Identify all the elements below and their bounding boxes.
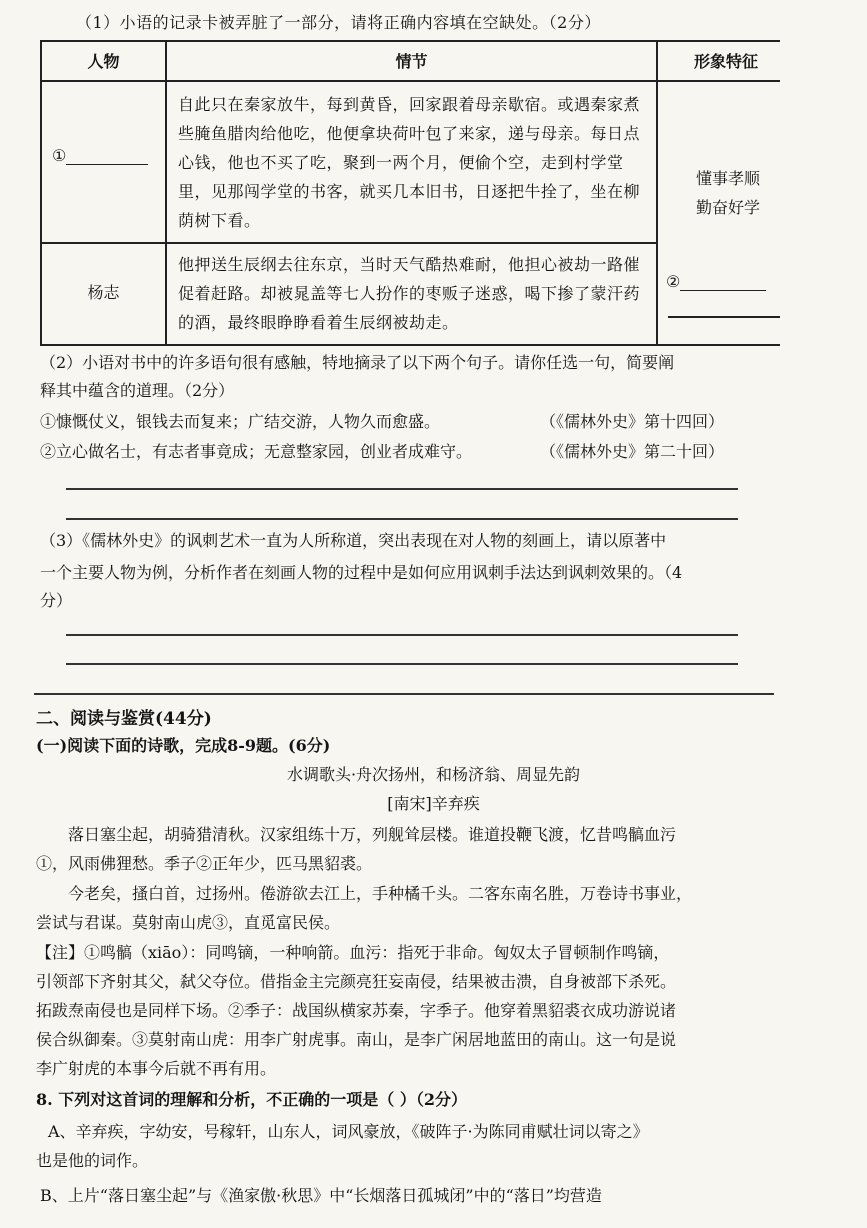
- q2-sentence2: ②立心做名士，有志者事竟成；无意整家园，创业者成难守。: [40, 442, 473, 461]
- q2-sentence1: ①慷慨仗义，银钱去而复来；广结交游，人物久而愈盛。: [40, 412, 441, 431]
- q2-line2: 释其中蕴含的道理。（2分）: [40, 381, 235, 400]
- row1-person-cell: [52, 146, 162, 176]
- q3-line3: 分）: [40, 591, 73, 610]
- row1-trait: [696, 164, 780, 222]
- row2-trait-number: ②: [666, 272, 681, 291]
- poem-title: 水调歌头·舟次扬州，和杨济翁、周显先韵: [286, 765, 581, 784]
- row1-person-blank[interactable]: [66, 146, 148, 165]
- poem-stanza1-line1: 落日塞尘起，胡骑猎清秋。汉家组练十万，列舰耸层楼。谁道投鞭飞渡，忆昔鸣髇血污: [68, 825, 677, 844]
- q3-answer-line-2[interactable]: [66, 663, 738, 665]
- poem-stanza2-line1: 今老矣，搔白首，过扬州。倦游欲去江上，手种橘千头。二客东南名胜，万卷诗书事业，: [68, 884, 693, 903]
- header-person: 人物: [87, 52, 120, 71]
- q2-sentence1-source: （《儒林外史》第十四回）: [540, 412, 725, 431]
- q2-line1: （2）小语对书中的许多语句很有感触，特地摘录了以下两个句子。请你任选一句，简要阐: [40, 353, 675, 372]
- table-col-divider-2: [656, 40, 658, 346]
- q3-answer-line-1[interactable]: [66, 634, 738, 636]
- row1-trait-line2: 勤奋好学: [696, 198, 761, 217]
- row2-person: 杨志: [87, 283, 120, 302]
- row2-trait-cell: [666, 272, 780, 291]
- section2-subheading: (一)阅读下面的诗歌，完成8-9题。(6分): [36, 736, 331, 755]
- option-b-line1: B、上片“落日塞尘起”与《渔家傲·秋思》中“长烟落日孤城闭”中的“落日”均营造: [40, 1186, 602, 1205]
- q3-line2: 一个主要人物为例，分析作者在刻画人物的过程中是如何应用讽刺手法达到讽刺效果的。（4: [40, 563, 683, 582]
- note-line1: 【注】①鸣髇（xiāo）：同鸣镝，一种响箭。血污：指死于非命。匈奴太子冒顿制作鸣镝，: [36, 943, 670, 962]
- table-header-divider: [40, 80, 780, 82]
- q3-answer-line-3[interactable]: [34, 693, 774, 695]
- option-a-line1: A、辛弃疾，字幼安，号稼轩，山东人，词风豪放，《破阵子·为陈同甫赋壮词以寄之》: [48, 1122, 649, 1141]
- row2-trait-blank-2[interactable]: [668, 316, 780, 318]
- header-plot: 情节: [395, 52, 428, 71]
- record-card-table: [40, 40, 780, 346]
- table-col-divider-1: [165, 40, 167, 346]
- q1-title: （1）小语的记录卡被弄脏了一部分，请将正确内容填在空缺处。（2分）: [76, 13, 601, 32]
- option-a-line2: 也是他的词作。: [36, 1151, 149, 1170]
- row1-plot: 自此只在秦家放牛，每到黄昏，回家跟着母亲歇宿。或遇秦家煮些腌鱼腊肉给他吃，他便拿块荷叶包了来家，递与母亲。每日点心钱，他也不买了吃，聚到一两个月，便偷个空，走到村学堂里，见那闯学堂的书客，就买几本旧书，日逐把牛拴了，坐在柳荫树下看。: [178, 95, 641, 230]
- poem-stanza2-line2: 尝试与君谋。莫射南山虎③，直觅富民侯。: [36, 913, 341, 932]
- poem-author: [南宋]辛弃疾: [387, 794, 480, 813]
- note-line2: 引领部下齐射其父，弑父夺位。借指金主完颜亮狂妄南侵，结果被击溃，自身被部下杀死。: [36, 972, 677, 991]
- row1-trait-line1: 懂事孝顺: [696, 169, 761, 188]
- q2-answer-line-1[interactable]: [66, 488, 738, 490]
- q2-answer-line-2[interactable]: [66, 518, 738, 520]
- note-line3: 拓跋焘南侵也是同样下场。②季子：战国纵横家苏秦，字季子。他穿着黑貂裘衣成功游说诸: [36, 1001, 677, 1020]
- row1-person-number: ①: [52, 146, 67, 165]
- q2-sentence2-source: （《儒林外史》第二十回）: [540, 442, 725, 461]
- row2-plot: 他押送生辰纲去往东京，当时天气酷热难耐，他担心被劫一路催促着赶路。却被晁盖等七人扮作的枣贩子迷惑，喝下掺了蒙汗药的酒，最终眼睁睁看着生辰纲被劫走。: [178, 255, 641, 332]
- section2-heading: 二、阅读与鉴赏(44分): [36, 709, 212, 729]
- question-8: 8. 下列对这首词的理解和分析，不正确的一项是（ ）（2分）: [36, 1090, 467, 1109]
- note-line5: 李广射虎的本事今后就不再有用。: [36, 1059, 277, 1078]
- note-line4: 侯合纵御秦。③莫射南山虎：用李广射虎事。南山，是李广闲居地蓝田的南山。这一句是说: [36, 1030, 677, 1049]
- poem-stanza1-line2: ①，风雨佛狸愁。季子②正年少，匹马黑貂裘。: [36, 854, 373, 873]
- table-border-bottom: [40, 344, 780, 346]
- header-trait: 形象特征: [694, 52, 759, 71]
- table-row-divider: [40, 242, 656, 244]
- q3-line1: （3）《儒林外史》的讽刺艺术一直为人所称道，突出表现在对人物的刻画上，请以原著中: [40, 531, 667, 550]
- row2-trait-blank-1[interactable]: [680, 272, 766, 291]
